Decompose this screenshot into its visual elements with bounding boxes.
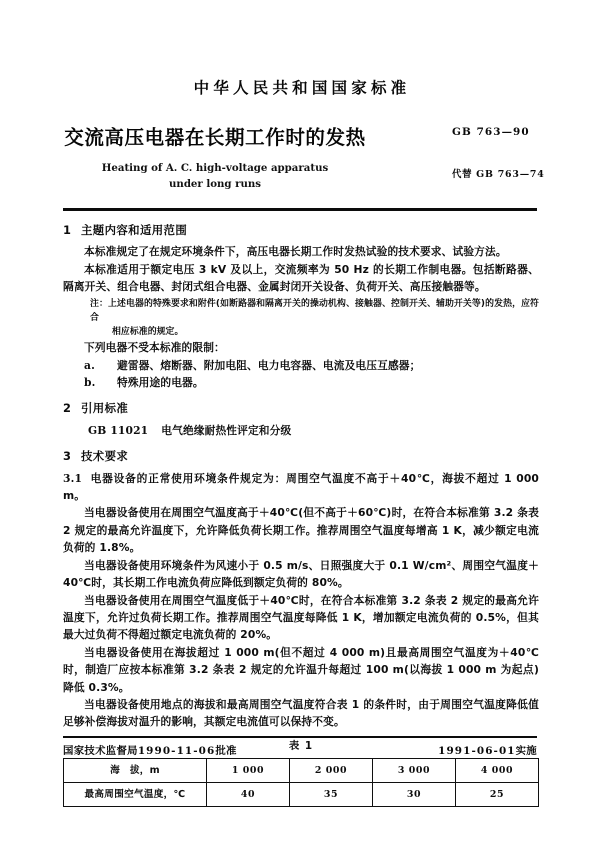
document-title-chinese: 交流高压电器在长期工作时的发热 xyxy=(64,126,366,149)
table-1-row-header-temperature: 最高周围空气温度，℃ xyxy=(64,783,207,807)
item-a-text: 避雷器、熔断器、附加电阻、电力电容器、电流及电压互感器； xyxy=(117,358,421,372)
table-1-altitude-4: 4 000 xyxy=(456,759,539,783)
table-row xyxy=(64,783,539,807)
clause-3-1-text: 电器设备的正常使用环境条件规定为：周围空气温度不高于＋40℃，海拔不超过 1 000 m。 xyxy=(63,471,539,503)
clause-3-1-paragraph-3: 当电器设备使用在周围空气温度低于＋40℃时，在符合本标准第 3.2 条表 2 规定的最高允许温度下，允许过负荷长期工作。推荐周围空气温度每降低 1 K，增加额定电流负荷的 0.5%，但其最大过负荷不得超过额定电流负荷的 20%。 xyxy=(63,593,539,642)
table-1-temperature-4: 25 xyxy=(456,783,539,807)
table-1-caption: 表 1 xyxy=(288,739,314,752)
title-row xyxy=(0,122,600,192)
table-1-altitude-2: 2 000 xyxy=(290,759,373,783)
section-2-number: 2 xyxy=(63,401,72,416)
table-1-temperature-3: 30 xyxy=(373,783,456,807)
clause-3-1-paragraph-1: 当电器设备使用在周围空气温度高于＋40℃(但不高于＋60℃)时，在符合本标准第 3.2 条表 2 规定的最高允许温度下，允许降低负荷长期工作。推荐周围空气温度每增高 1 K，减少额定电流负荷的 1.8%。 xyxy=(63,506,539,555)
issuing-nation-line: 中华人民共和国国家标准 xyxy=(193,79,411,97)
section-1-note xyxy=(63,297,539,340)
standard-number: GB 763—90 xyxy=(452,126,530,138)
referenced-standard-title: 电气绝缘耐热性评定和分级 xyxy=(161,423,292,437)
section-1-paragraph-1: 本标准规定了在规定环境条件下，高压电器长期工作时发热试验的技术要求、试验方法。 xyxy=(84,245,507,259)
table-1-altitude-1: 1 000 xyxy=(207,759,290,783)
replaces-standard-number: GB 763—74 xyxy=(476,169,545,180)
referenced-standard-entry xyxy=(63,422,539,439)
section-heading-1 xyxy=(63,222,539,239)
note-line-2: 相应标准的规定。 xyxy=(112,327,184,338)
approval-date: 1990-11-06 xyxy=(137,745,216,757)
section-1-title: 主题内容和适用范围 xyxy=(81,223,188,237)
clause-3-1 xyxy=(63,470,539,505)
replaces-label: 代替 xyxy=(452,169,473,180)
section-heading-3 xyxy=(63,448,539,465)
item-b-label: b. xyxy=(84,376,96,390)
section-heading-2 xyxy=(63,400,539,417)
document-body xyxy=(63,222,539,807)
note-line-1: 注：上述电器的特殊要求和附件(如断路器和隔离开关的操动机构、接触器、控制开关、辅助开关等)的发热，应符合 xyxy=(90,298,539,323)
section-3-title: 技术要求 xyxy=(81,449,129,464)
referenced-standard-code: GB 11021 xyxy=(88,423,149,437)
section-1-paragraph-3: 下列电器不受本标准的限制： xyxy=(84,341,225,355)
clause-3-1-paragraph-2: 当电器设备使用环境条件为风速小于 0.5 m/s、日照强度大于 0.1 W/cm²、周围空气温度＋40℃时，其长期工作电流负荷应降低到额定负荷的 80%。 xyxy=(63,558,539,590)
document-header xyxy=(0,0,600,192)
table-1 xyxy=(63,758,539,807)
issuing-authority: 国家技术监督局 xyxy=(63,745,138,757)
footer-divider-rule xyxy=(63,736,537,738)
english-title-line-1: Heating of A. C. high-voltage apparatus xyxy=(101,162,329,174)
section-2-title: 引用标准 xyxy=(81,401,129,416)
table-1-row-header-altitude: 海 拔，m xyxy=(64,759,207,783)
english-title-line-2: under long runs xyxy=(169,178,261,190)
document-footer xyxy=(63,742,537,757)
section-1-number: 1 xyxy=(63,223,72,237)
approval-label: 批准 xyxy=(215,745,237,757)
clause-3-1-paragraph-5: 当电器设备使用地点的海拔和最高周围空气温度符合表 1 的条件时，由于周围空气温度降低值足够补偿海拔对温升的影响，其额定电流值可以保持不变。 xyxy=(63,697,539,729)
footer-approval xyxy=(63,742,237,757)
effective-label: 实施 xyxy=(515,745,537,757)
document-title-english xyxy=(0,160,430,192)
section-3-number: 3 xyxy=(63,449,72,464)
exclusion-item-a xyxy=(63,357,539,374)
table-1-altitude-3: 3 000 xyxy=(373,759,456,783)
item-b-text: 特殊用途的电器。 xyxy=(117,376,204,390)
table-row xyxy=(64,759,539,783)
exclusion-item-b xyxy=(63,374,539,391)
section-1-paragraph-2: 本标准适用于额定电压 3 kV 及以上，交流频率为 50 Hz 的长期工作制电器。包括断路器、隔离开关、组合电器、封闭式组合电器、金属封闭开关设备、负荷开关、高压接触器等。 xyxy=(63,262,539,294)
item-a-label: a. xyxy=(84,358,95,372)
footer-effective xyxy=(438,742,537,757)
clause-3-1-number: 3.1 xyxy=(63,471,83,485)
effective-date: 1991-06-01 xyxy=(438,745,516,757)
replaced-standard xyxy=(452,166,545,180)
table-1-temperature-2: 35 xyxy=(290,783,373,807)
clause-3-1-paragraph-4: 当电器设备使用在海拔超过 1 000 m(但不超过 4 000 m)且最高周围空气温度为＋40℃时，制造厂应按本标准第 3.2 条表 2 规定的允许温升每超过 100 m(以海拔 1 000 m 为起点)降低 0.3%。 xyxy=(63,645,539,694)
table-1-temperature-1: 40 xyxy=(207,783,290,807)
header-divider-rule xyxy=(63,208,537,211)
